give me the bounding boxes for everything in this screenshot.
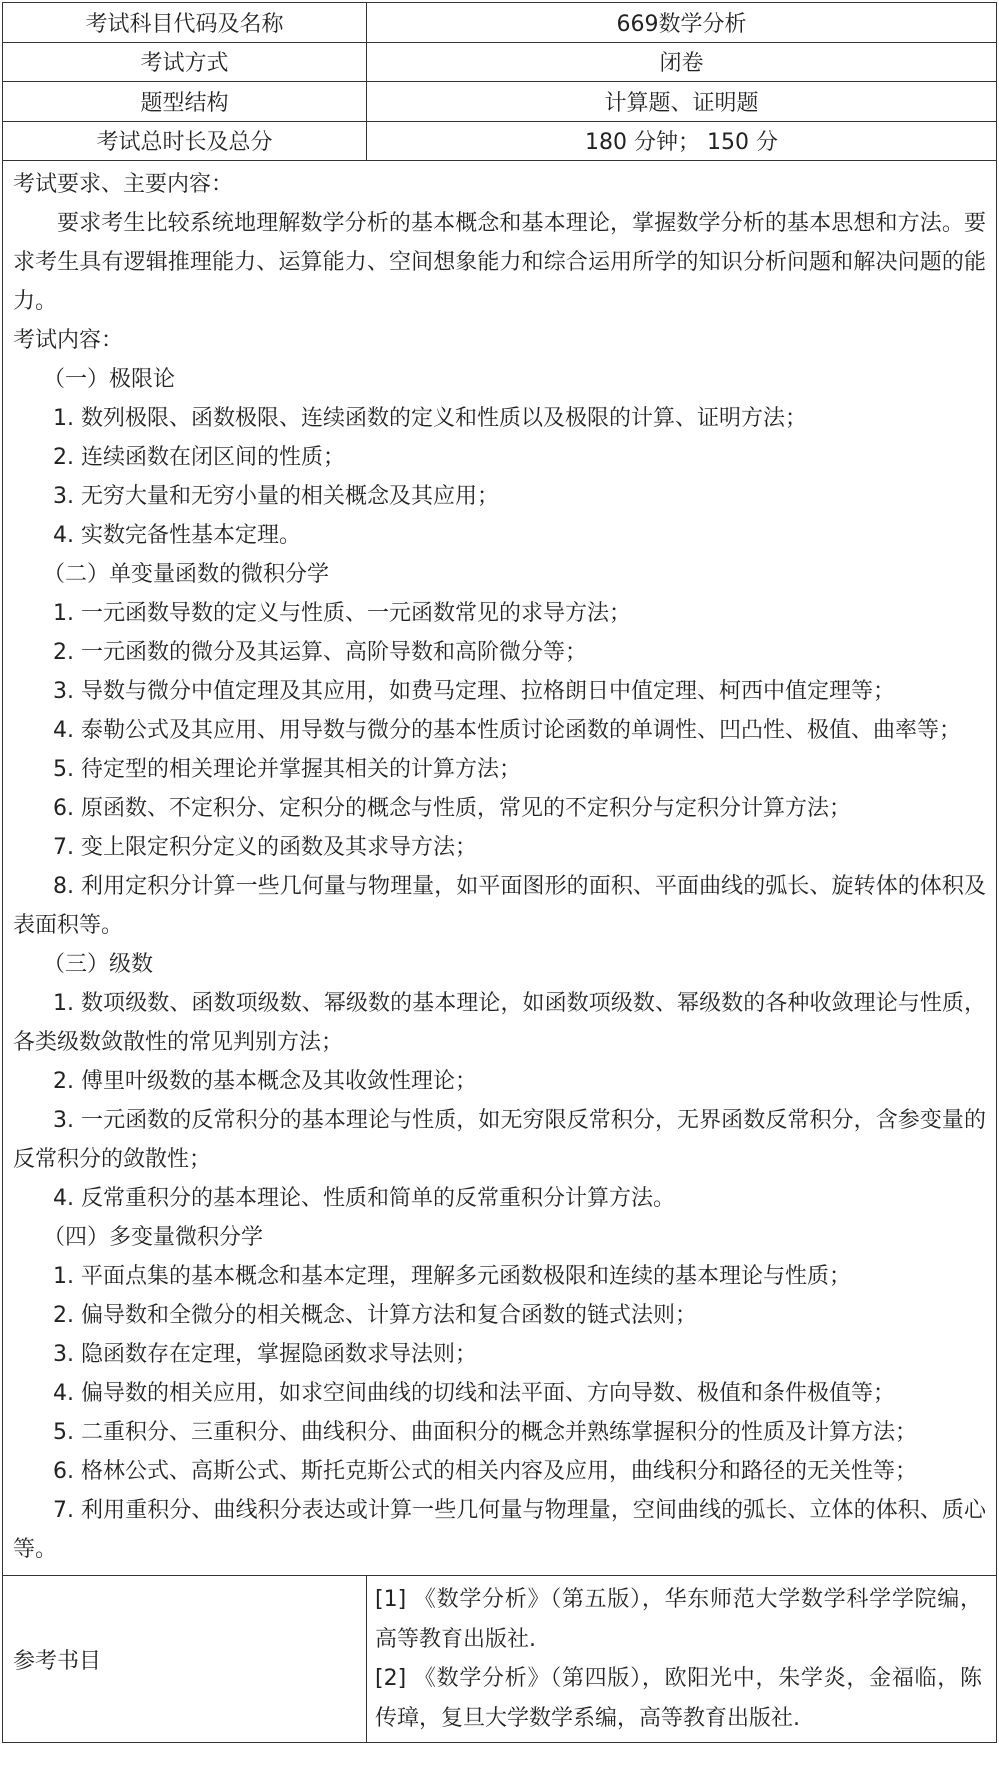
section-title: （二）单变量函数的微积分学 <box>43 562 330 587</box>
list-item: 3. 隐函数存在定理，掌握隐函数求导法则； <box>53 1342 477 1367</box>
list-item: 4. 实数完备性基本定理。 <box>53 523 301 548</box>
list-item: 2. 一元函数的微分及其运算、高阶导数和高阶微分等； <box>53 640 587 665</box>
list-item: 1. 数项级数、函数项级数、幂级数的基本理论，如函数项级数、幂级数的各种收敛理论与性质，各类级数敛散性的常见判别方法； <box>13 991 986 1055</box>
duration-score-value: 180 分钟； 150 分 <box>367 121 997 161</box>
references-list <box>367 1576 997 1743</box>
list-item: 5. 二重积分、三重积分、曲线积分、曲面积分的概念并熟练掌握积分的性质及计算方法； <box>53 1420 917 1445</box>
question-types-value: 计算题、证明题 <box>367 82 997 122</box>
section-title: （四）多变量微积分学 <box>43 1225 264 1250</box>
list-item: 2. 傅里叶级数的基本概念及其收敛性理论； <box>53 1069 477 1094</box>
question-types-label: 题型结构 <box>3 82 367 122</box>
list-item: 2. 偏导数和全微分的相关概念、计算方法和复合函数的链式法则； <box>53 1303 697 1328</box>
content-heading: 考试内容： <box>13 328 124 353</box>
list-item: 6. 原函数、不定积分、定积分的概念与性质，常见的不定积分与定积分计算方法； <box>53 796 851 821</box>
list-item: 1. 平面点集的基本概念和基本定理，理解多元函数极限和连续的基本理论与性质； <box>53 1264 851 1289</box>
table-row-exam-format <box>3 42 997 82</box>
table-row-duration-score <box>3 121 997 161</box>
section-single-variable-calculus <box>13 555 986 945</box>
reference-item: [2] 《数学分析》（第四版），欧阳光中，朱学炎，金福临，陈传璋，复旦大学数学系编，高等教育出版社. <box>375 1666 982 1731</box>
list-item: 2. 连续函数在闭区间的性质； <box>53 445 345 470</box>
exam-format-value: 闭卷 <box>367 42 997 82</box>
table-row-content <box>3 161 997 1576</box>
list-item: 4. 反常重积分的基本理论、性质和简单的反常重积分计算方法。 <box>53 1186 675 1211</box>
list-item: 6. 格林公式、高斯公式、斯托克斯公式的相关内容及应用，曲线积分和路径的无关性等； <box>53 1459 917 1484</box>
section-limits <box>13 360 986 555</box>
list-item: 5. 待定型的相关理论并掌握其相关的计算方法； <box>53 757 521 782</box>
section-series <box>13 945 986 1218</box>
subject-label: 考试科目代码及名称 <box>3 3 367 43</box>
duration-score-label: 考试总时长及总分 <box>3 121 367 161</box>
list-item: 8. 利用定积分计算一些几何量与物理量，如平面图形的面积、平面曲线的弧长、旋转体的体积及表面积等。 <box>13 874 986 938</box>
table-row-references <box>3 1576 997 1743</box>
list-item: 7. 利用重积分、曲线积分表达或计算一些几何量与物理量，空间曲线的弧长、立体的体积、质心等。 <box>13 1498 986 1562</box>
list-item: 1. 数列极限、函数极限、连续函数的定义和性质以及极限的计算、证明方法； <box>53 406 807 431</box>
content-cell <box>3 161 997 1576</box>
list-item: 4. 泰勒公式及其应用、用导数与微分的基本性质讨论函数的单调性、凹凸性、极值、曲率等； <box>53 718 961 743</box>
subject-value: 669数学分析 <box>367 3 997 43</box>
exam-format-label: 考试方式 <box>3 42 367 82</box>
list-item: 3. 一元函数的反常积分的基本理论与性质，如无穷限反常积分，无界函数反常积分，含参变量的反常积分的敛散性； <box>13 1108 986 1172</box>
list-item: 3. 导数与微分中值定理及其应用，如费马定理、拉格朗日中值定理、柯西中值定理等； <box>53 679 895 704</box>
section-multivariable-calculus <box>13 1218 986 1569</box>
references-label: 参考书目 <box>3 1576 367 1743</box>
list-item: 1. 一元函数导数的定义与性质、一元函数常见的求导方法； <box>53 601 631 626</box>
reference-item: [1] 《数学分析》（第五版），华东师范大学数学科学学院编，高等教育出版社. <box>375 1587 982 1652</box>
list-item: 4. 偏导数的相关应用，如求空间曲线的切线和法平面、方向导数、极值和条件极值等； <box>53 1381 895 1406</box>
exam-syllabus-table <box>2 2 997 1743</box>
list-item: 7. 变上限定积分定义的函数及其求导方法； <box>53 835 477 860</box>
section-title: （三）级数 <box>43 952 154 977</box>
table-row-subject <box>3 3 997 43</box>
requirements-heading: 考试要求、主要内容： <box>13 172 234 197</box>
list-item: 3. 无穷大量和无穷小量的相关概念及其应用； <box>53 484 499 509</box>
table-row-question-types <box>3 82 997 122</box>
requirements-paragraph: 要求考生比较系统地理解数学分析的基本概念和基本理论，掌握数学分析的基本思想和方法。要求考生具有逻辑推理能力、运算能力、空间想象能力和综合运用所学的知识分析问题和解决问题的能力。 <box>13 211 986 314</box>
section-title: （一）极限论 <box>43 367 176 392</box>
